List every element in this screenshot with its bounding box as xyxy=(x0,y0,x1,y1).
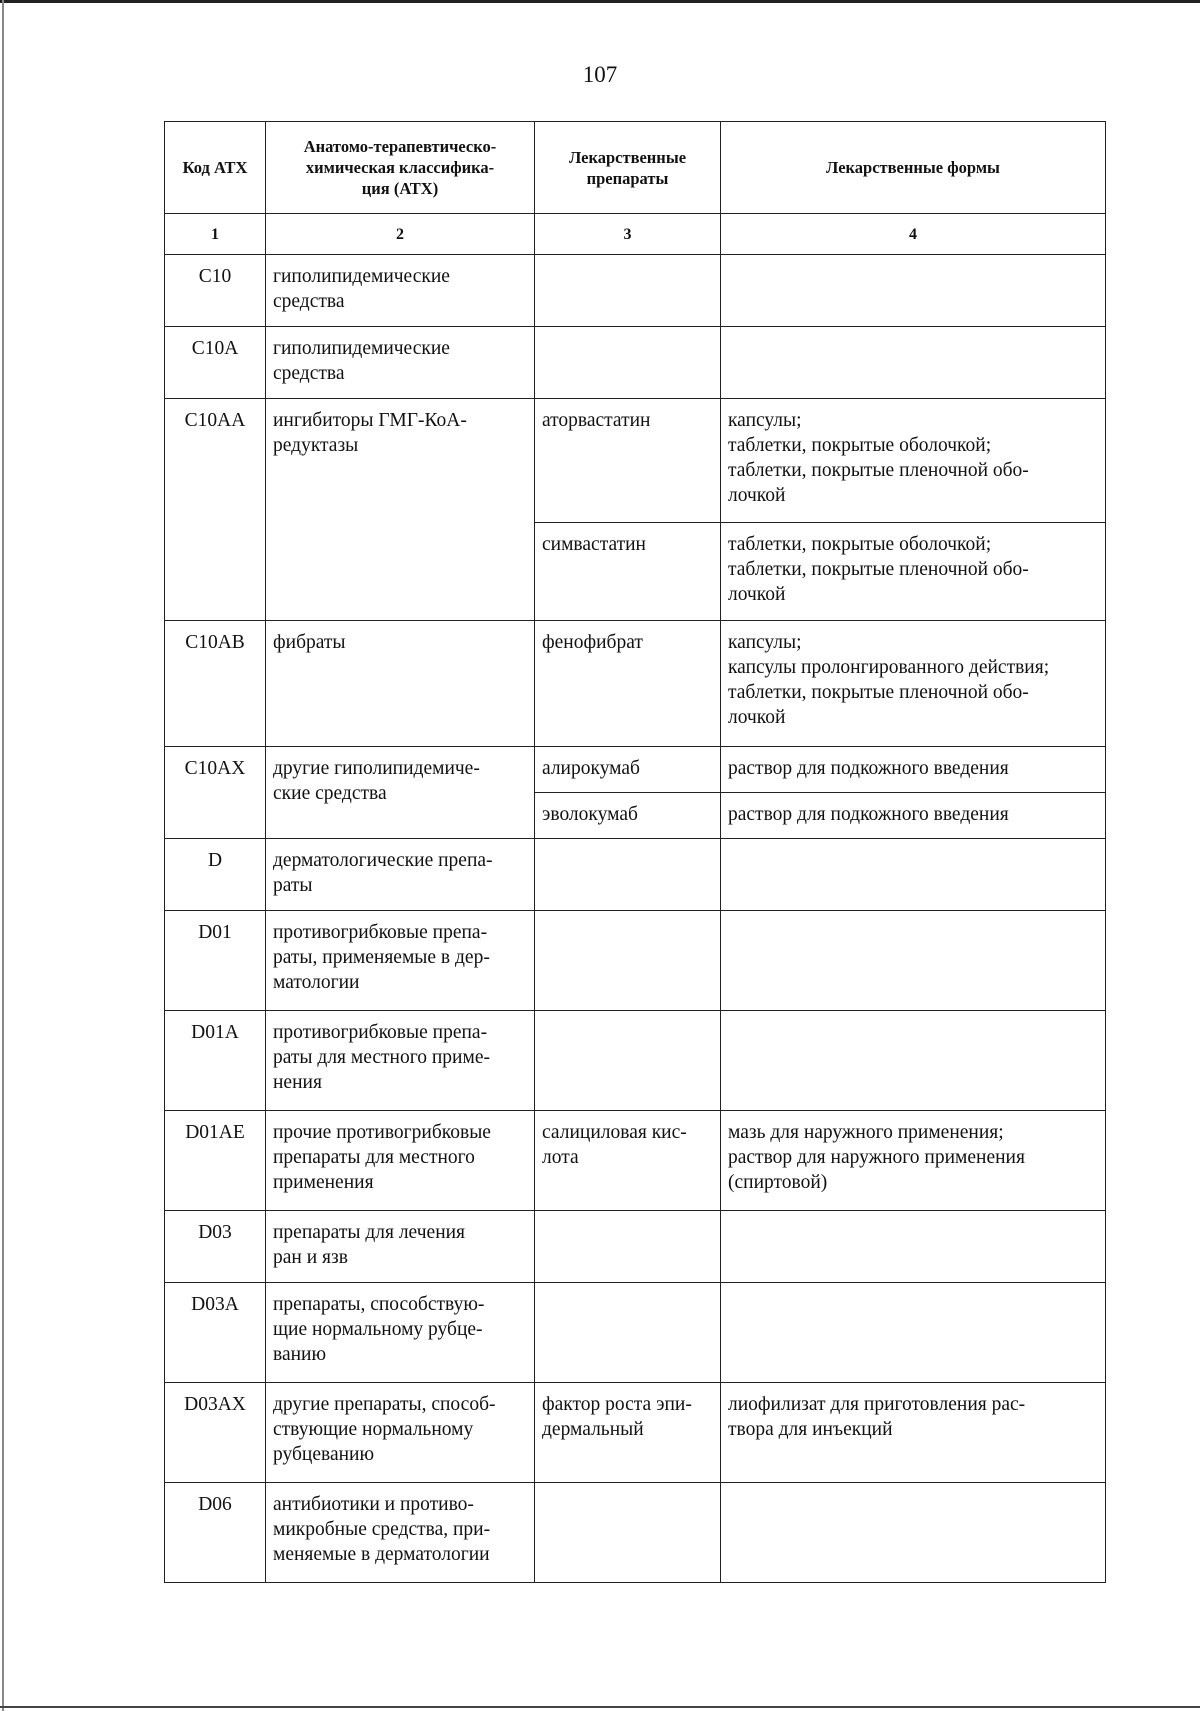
atc-class-cell: препараты для лечения ран и язв xyxy=(266,1211,535,1283)
drug-name-cell: симвастатин xyxy=(535,523,721,621)
drug-name-cell: эволокумаб xyxy=(535,793,721,839)
atc-class-cell: препараты, способствую- щие нормальному рубце- ванию xyxy=(266,1283,535,1383)
table-row xyxy=(165,255,1106,327)
header-atc-classification: Анатомо-терапевтическо- химическая классифика- ция (АТХ) xyxy=(266,122,535,214)
table-row xyxy=(165,621,1106,747)
atc-code-cell: C10AA xyxy=(165,399,266,621)
table-row xyxy=(165,747,1106,793)
empty-forms-cell xyxy=(721,839,1106,911)
column-number: 2 xyxy=(266,214,535,255)
page-number: 107 xyxy=(582,62,618,87)
empty-drug-cell xyxy=(535,839,721,911)
atc-code-cell: C10A xyxy=(165,327,266,399)
drug-name-cell: алирокумаб xyxy=(535,747,721,793)
atc-class-cell: прочие противогрибковые препараты для местного применения xyxy=(266,1111,535,1211)
empty-drug-cell xyxy=(535,1483,721,1583)
atc-code-cell: D01 xyxy=(165,911,266,1011)
empty-forms-cell xyxy=(721,1283,1106,1383)
top-edge-rule xyxy=(0,0,1200,3)
header-dosage-forms: Лекарственные формы xyxy=(721,122,1106,214)
empty-drug-cell xyxy=(535,255,721,327)
atc-class-cell: противогрибковые препа- раты, применяемые в дер- матологии xyxy=(266,911,535,1011)
table-row xyxy=(165,911,1106,1011)
atc-code-cell: D06 xyxy=(165,1483,266,1583)
atc-class-cell: противогрибковые препа- раты для местного приме- нения xyxy=(266,1011,535,1111)
bottom-edge-rule xyxy=(0,1706,1200,1708)
left-edge-rule xyxy=(2,0,4,1711)
atc-class-cell: другие препараты, способ- ствующие нормальному рубцеванию xyxy=(266,1383,535,1483)
atc-code-cell: D xyxy=(165,839,266,911)
drug-name-cell: фенофибрат xyxy=(535,621,721,747)
column-number: 3 xyxy=(535,214,721,255)
atc-class-cell: гиполипидемические средства xyxy=(266,327,535,399)
atc-code-cell: D01A xyxy=(165,1011,266,1111)
atc-class-cell: другие гиполипидемиче- ские средства xyxy=(266,747,535,839)
drug-name-cell: аторвастатин xyxy=(535,399,721,523)
dosage-forms-cell: мазь для наружного применения; раствор для наружного применения (спиртовой) xyxy=(721,1111,1106,1211)
atc-code-cell: D03AX xyxy=(165,1383,266,1483)
empty-forms-cell xyxy=(721,327,1106,399)
dosage-forms-cell: раствор для подкожного введения xyxy=(721,793,1106,839)
empty-forms-cell xyxy=(721,911,1106,1011)
empty-forms-cell xyxy=(721,1483,1106,1583)
table-header-row xyxy=(165,122,1106,214)
table-row xyxy=(165,1283,1106,1383)
table-body xyxy=(165,255,1106,1583)
atc-class-cell: дерматологические препа- раты xyxy=(266,839,535,911)
table-row xyxy=(165,1483,1106,1583)
dosage-forms-cell: таблетки, покрытые оболочкой; таблетки, покрытые пленочной обо- лочкой xyxy=(721,523,1106,621)
atc-class-cell: гиполипидемические средства xyxy=(266,255,535,327)
table-row xyxy=(165,399,1106,523)
table-row xyxy=(165,1011,1106,1111)
atc-class-cell: антибиотики и противо- микробные средства, при- меняемые в дерматологии xyxy=(266,1483,535,1583)
column-number: 4 xyxy=(721,214,1106,255)
dosage-forms-cell: капсулы; таблетки, покрытые оболочкой; таблетки, покрытые пленочной обо- лочкой xyxy=(721,399,1106,523)
empty-drug-cell xyxy=(535,327,721,399)
table-row xyxy=(165,1111,1106,1211)
atc-class-cell: фибраты xyxy=(266,621,535,747)
empty-drug-cell xyxy=(535,1283,721,1383)
empty-forms-cell xyxy=(721,1011,1106,1111)
drug-name-cell: фактор роста эпи- дермальный xyxy=(535,1383,721,1483)
atc-code-cell: D03A xyxy=(165,1283,266,1383)
empty-forms-cell xyxy=(721,1211,1106,1283)
empty-drug-cell xyxy=(535,911,721,1011)
header-atc-code: Код АТХ xyxy=(165,122,266,214)
column-number: 1 xyxy=(165,214,266,255)
atc-class-cell: ингибиторы ГМГ-КоА- редуктазы xyxy=(266,399,535,621)
atc-code-cell: C10AB xyxy=(165,621,266,747)
header-drugs: Лекарственные препараты xyxy=(535,122,721,214)
dosage-forms-cell: капсулы; капсулы пролонгированного действия; таблетки, покрытые пленочной обо- лочкой xyxy=(721,621,1106,747)
table-row xyxy=(165,1383,1106,1483)
column-number-row xyxy=(165,214,1106,255)
empty-drug-cell xyxy=(535,1011,721,1111)
dosage-forms-cell: лиофилизат для приготовления рас- твора для инъекций xyxy=(721,1383,1106,1483)
atc-code-cell: D01AE xyxy=(165,1111,266,1211)
atc-code-cell: D03 xyxy=(165,1211,266,1283)
empty-forms-cell xyxy=(721,255,1106,327)
empty-drug-cell xyxy=(535,1211,721,1283)
atc-code-cell: C10 xyxy=(165,255,266,327)
table-row xyxy=(165,327,1106,399)
table-row xyxy=(165,839,1106,911)
atc-code-cell: C10AX xyxy=(165,747,266,839)
table-row xyxy=(165,1211,1106,1283)
dosage-forms-cell: раствор для подкожного введения xyxy=(721,747,1106,793)
drug-name-cell: салициловая кис- лота xyxy=(535,1111,721,1211)
atc-drug-table xyxy=(164,121,1106,1583)
